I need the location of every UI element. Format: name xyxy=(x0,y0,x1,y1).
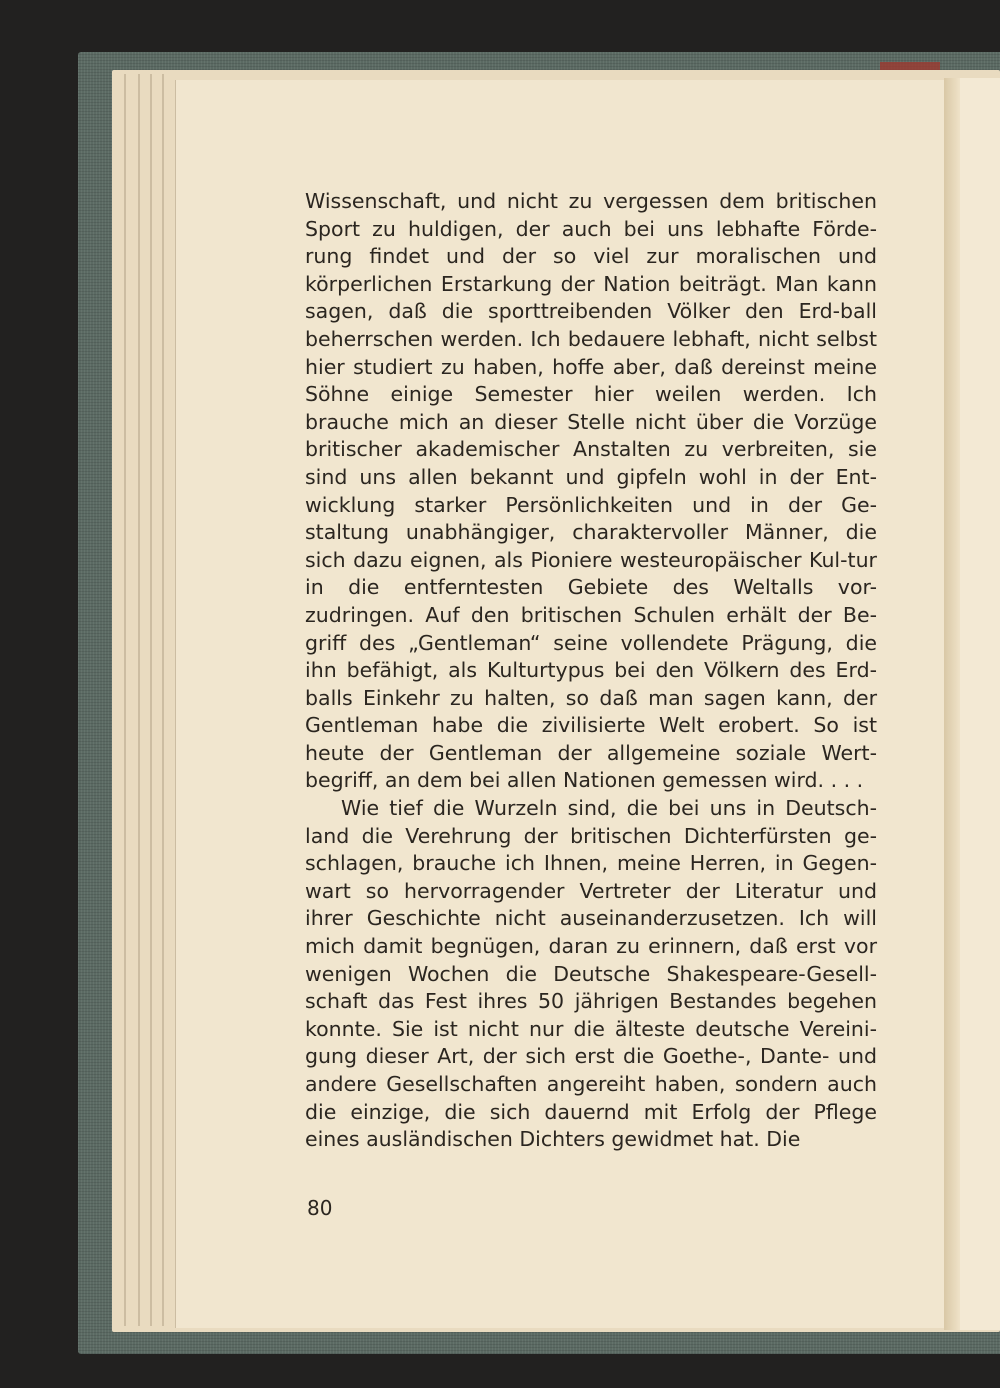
body-text xyxy=(305,188,877,1154)
paragraph: Wissenschaft, und nicht zu vergessen dem britischen Sport zu huldigen, der auch bei uns lebhafte Förde-rung findet und der so viel zur moralischen und körperlichen Erstarkung der Nation beiträgt. Man kann sagen, daß die sporttreibenden Völker den Erd-ball beherrschen werden. Ich bedauere lebhaft, nicht selbst hier studiert zu haben, hoffe aber, daß dereinst meine Söhne einige Semester hier weilen werden. Ich brauche mich an dieser Stelle nicht über die Vorzüge britischer akademischer Anstalten zu verbreiten, sie sind uns allen bekannt und gipfeln wohl in der Ent-wicklung starker Persönlichkeiten und in der Ge-staltung unabhängiger, charaktervoller Männer, die sich dazu eignen, als Pioniere westeuropäischer Kul-tur in die entferntesten Gebiete des Weltalls vor-zudringen. Auf den britischen Schulen erhält der Be-griff des „Gentleman“ seine vollendete Prägung, die ihn befähigt, als Kulturtypus bei den Völkern des Erd-balls Einkehr zu halten, so daß man sagen kann, der Gentleman habe die zivilisierte Welt erobert. So ist heute der Gentleman der allgemeine soziale Wert-begriff, an dem bei allen Nationen gemessen wird. . . . xyxy=(305,189,877,793)
page-edge-line xyxy=(138,74,140,1326)
page-edge-line xyxy=(124,74,126,1326)
facing-page xyxy=(960,78,1000,1330)
page-number: 80 xyxy=(307,1196,333,1220)
paragraph: Wie tief die Wurzeln sind, die bei uns in Deutsch-land die Verehrung der britischen Dichterfürsten ge-schlagen, brauche ich Ihnen, meine Herren, in Gegen-wart so hervorragender Vertreter der Literatur und ihrer Geschichte nicht auseinanderzusetzen. Ich will mich damit begnügen, daran zu erinnern, daß erst vor wenigen Wochen die Deutsche Shakespeare-Gesell-schaft das Fest ihres 50 jährigen Bestandes begehen konnte. Sie ist nicht nur die älteste deutsche Vereini-gung dieser Art, der sich erst die Goethe-, Dante- und andere Gesellschaften angereiht haben, sondern auch die einzige, die sich dauernd mit Erfolg der Pflege eines ausländischen Dichters gewidmet hat. Die xyxy=(305,796,877,1152)
page-edge-line xyxy=(162,74,164,1326)
page-edge-line xyxy=(150,74,152,1326)
gutter xyxy=(944,78,960,1330)
